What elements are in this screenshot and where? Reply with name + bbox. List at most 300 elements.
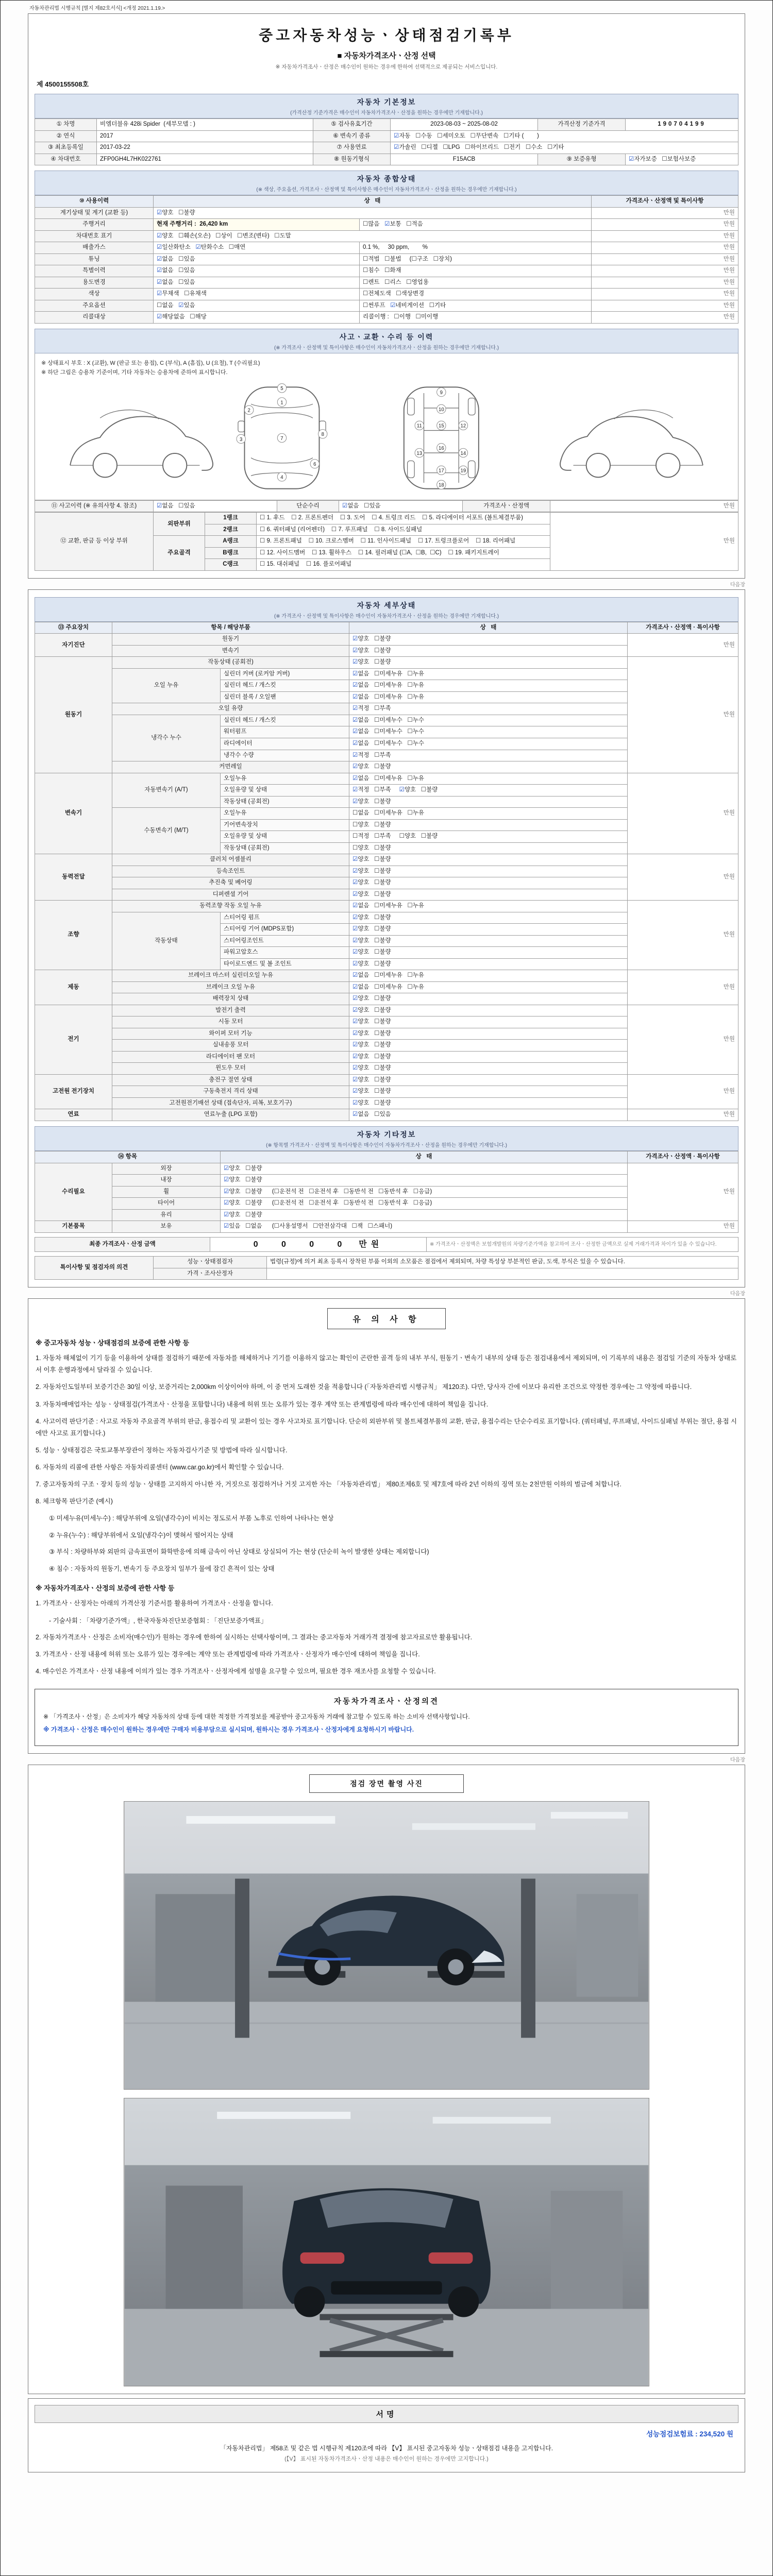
table-cell: B랭크: [205, 547, 257, 559]
table-cell: ☑양호 ☐불량: [221, 1175, 628, 1187]
table-cell: 상 태: [154, 196, 592, 208]
table-row: [35, 1074, 738, 1086]
table-cell: 수동변속기 (M/T): [112, 808, 221, 854]
section-title: 자동차 기타정보: [357, 1130, 416, 1139]
table-cell: 실린더 블록 / 오일팬: [221, 691, 349, 703]
table-cell: ☑양호 ☐불량: [349, 1005, 628, 1016]
table-cell: 스티어링조인트: [221, 935, 349, 947]
table-cell: 라디에이터 팬 모터: [112, 1051, 349, 1063]
inspection-photo-front: [124, 1801, 649, 2090]
table-cell: 브레이크 마스터 실린더오일 누유: [112, 970, 349, 982]
inspection-photo-rear: [124, 2098, 649, 2386]
table-cell: 만원: [628, 901, 738, 970]
table-cell: 스티어링 펌프: [221, 912, 349, 924]
table-cell: ③ 최초등록일: [35, 142, 97, 154]
table-cell: ☑없음 ☐있음: [154, 265, 360, 277]
table-row: [35, 622, 738, 634]
table-cell: ☑없음 ☐미세누수 ☐누수: [349, 738, 628, 750]
table-cell: 보유: [112, 1221, 221, 1233]
table-cell: ☑없음 ☐있음: [154, 253, 360, 265]
notice-line: 3. 가격조사ㆍ산정 내용에 허위 또는 오류가 있는 경우에는 계약 또는 관계법령에 따라 가격조사ㆍ산정자가 매수인에 대하여 책임을 집니다.: [36, 1651, 420, 1658]
svg-text:14: 14: [460, 450, 466, 456]
table-cell: ☐썬루프 ☑네비게이션 ☐기타: [360, 300, 592, 312]
table-row: [35, 1109, 738, 1121]
table-cell: 기어변속장치: [221, 819, 349, 831]
table-cell: 기본품목: [35, 1221, 112, 1233]
table-cell: 와이퍼 모터 기능: [112, 1028, 349, 1040]
table-cell: 만원: [628, 1074, 738, 1109]
table-cell: 만원: [628, 1221, 738, 1233]
table-cell: 휠: [112, 1186, 221, 1198]
svg-text:6: 6: [313, 461, 316, 467]
svg-text:2: 2: [247, 408, 250, 414]
table-cell: ☑양호 ☐불량: [349, 866, 628, 877]
final-price-table: [35, 1237, 738, 1252]
table-cell: 연료누출 (LPG 포함): [112, 1109, 349, 1121]
table-cell: 비엠더블유 428i Spider (세부모델 : ): [97, 119, 313, 131]
table-cell: ☑양호 ☐불량: [349, 1063, 628, 1075]
table-cell: 수리필요: [35, 1163, 112, 1221]
svg-text:10: 10: [438, 406, 444, 413]
table-cell: ☑무채색 ☐유채색: [154, 289, 360, 300]
section-note: (※ 가격조사ㆍ산정액 및 특이사항은 매수인이 자동차가격조사ㆍ산정을 원하는 경우에만 기재합니다.): [274, 613, 499, 619]
diagram-panel-numbers: [237, 383, 468, 489]
table-cell: ⑤ 검사유효기간: [313, 119, 391, 131]
table-cell: A랭크: [205, 536, 257, 548]
svg-text:15: 15: [438, 423, 444, 429]
table-cell: ☑해당없음 ☐해당: [154, 312, 360, 324]
table-cell: 파워고압호스: [221, 947, 349, 959]
price-opinion-line: ※ 「가격조사ㆍ산정」은 소비자가 해당 자동차의 상태 등에 대한 적정한 가격정보를 제공받아 중고자동차 거래에 참고할 수 있도록 하는 소비자 선택사항입니다.: [43, 1713, 470, 1721]
panel-signature: [28, 2398, 745, 2472]
table-cell: 용도변경: [35, 277, 154, 289]
section-title: 자동차 세부상태: [357, 601, 416, 609]
table-cell: ⑨ 보증유형: [538, 154, 626, 165]
table-cell: 변속기: [35, 773, 112, 854]
table-cell: 만원: [592, 312, 738, 324]
table-cell: ☑없음 ☐미세누유 ☐누유: [349, 901, 628, 912]
table-cell: ☑양호 ☐불량: [349, 993, 628, 1005]
table-cell: ☑적정 ☐부족: [349, 750, 628, 761]
table-cell: 만원: [592, 242, 738, 254]
table-cell: 워터펌프: [221, 726, 349, 738]
table-cell: 충전구 절연 상태: [112, 1074, 349, 1086]
table-cell: ⑬ 주요장치: [35, 622, 112, 634]
table-cell: ⑩ 사용이력: [35, 196, 154, 208]
table-cell: ☑양호 ☐불량: [349, 935, 628, 947]
table-cell: ⑧ 원동기형식: [313, 154, 391, 165]
table-cell: 윈도우 모터: [112, 1063, 349, 1075]
notice-line: 1. 가격조사ㆍ산정자는 아래의 가격산정 기준서를 활용하여 가격조사ㆍ산정을 합니다.: [36, 1600, 273, 1607]
table-row: [35, 119, 738, 131]
table-cell: 작동상태: [112, 912, 221, 970]
section-note: (※ 가격조사ㆍ산정액 및 특이사항은 매수인이 자동차가격조사ㆍ산정을 원하는 경우에만 기재합니다.): [274, 345, 499, 351]
table-row: [35, 154, 738, 165]
table-cell: 만원: [592, 253, 738, 265]
table-cell: 단순수리: [277, 500, 339, 512]
table-cell: 성능ㆍ상태점검자: [154, 1257, 267, 1268]
notice-line: 1. 자동차 해체없이 기기 등을 이용하여 상태를 점검하기 때문에 자동차를 해체하거나 기기를 이용하지 않고는 확인이 곤란한 골격 등의 내부 부식, 원동기ㆍ변속기 내부의 상태 등은 점검내용에서 제외되며, 이 기록부의 내용은 점검일 기준의 자동차 상태로서 이후 운행과정에서 달라질 수 있습니다.: [36, 1354, 737, 1374]
table-cell: 만원: [592, 289, 738, 300]
svg-text:8: 8: [321, 431, 324, 437]
table-cell: ☑양호 ☐불량: [349, 877, 628, 889]
table-cell: ☐전체도색 ☐색상변경: [360, 289, 592, 300]
table-cell: 만원: [628, 773, 738, 854]
table-cell: 구동축전지 격리 상태: [112, 1086, 349, 1098]
table-cell: 만원: [550, 513, 738, 571]
table-cell: 2017-03-22: [97, 142, 313, 154]
table-cell: ☑자가보증 ☐보험사보증: [626, 154, 738, 165]
table-cell: 오일누유: [221, 773, 349, 785]
inspector-opinion-table: [35, 1256, 738, 1280]
table-row: [35, 657, 738, 669]
table-cell: ☑없음 ☐미세누유 ☐누유: [349, 680, 628, 692]
document-title: 중고자동차성능ㆍ상태점검기록부: [259, 27, 514, 43]
table-cell: 스티어링 기어 (MDPS포함): [221, 924, 349, 936]
table-cell: 가격산정 기준가격: [538, 119, 626, 131]
document-subtitle: ■ 자동차가격조사ㆍ산정 선택: [337, 52, 436, 60]
table-row: [35, 265, 738, 277]
table-cell: 클러치 어셈블리: [112, 854, 349, 866]
table-cell: ☐적정 ☐부족 ☐양호 ☐불량: [349, 831, 628, 843]
notice-line: ① 미세누유(미세누수) : 해당부위에 오일(냉각수)이 비치는 정도로서 부품 노후로 인하여 나타나는 현상: [49, 1515, 334, 1522]
notice-line: 6. 자동차의 리콜에 관한 사항은 자동차리콜센터 (www.car.go.kr)에서 확인할 수 있습니다.: [36, 1464, 284, 1471]
table-cell: ☑양호 ☐불량: [349, 761, 628, 773]
svg-text:19: 19: [460, 468, 466, 474]
table-cell: 유리: [112, 1209, 221, 1221]
price-opinion-highlight: ※ 가격조사ㆍ산정은 매수인이 원하는 경우에만 구매자 비용부담으로 실시되며, 원하시는 경우 가격조사ㆍ산정자에게 요청하시기 바랍니다.: [43, 1726, 414, 1734]
table-cell: 타이어: [112, 1198, 221, 1210]
detail-status-table: [35, 622, 738, 1121]
table-cell: 오일유량 및 상태: [221, 831, 349, 843]
table-cell: 만원: [592, 265, 738, 277]
table-cell: ☑양호 ☐불량: [349, 645, 628, 657]
table-cell: 실린더 헤드 / 개스킷: [221, 715, 349, 726]
table-cell: ☑양호 ☐불량: [349, 1086, 628, 1098]
fee-value: 234,520 원: [699, 2430, 733, 2438]
table-cell: 커먼레일: [112, 761, 349, 773]
table-cell: 190704199: [626, 119, 738, 131]
table-cell: 동력조향 작동 오일 누유: [112, 901, 349, 912]
table-row: [35, 242, 738, 254]
panel-overview: [28, 13, 745, 579]
notice-line: 8. 체크항목 판단기준 (예시): [36, 1498, 113, 1505]
accident-history-table: [35, 500, 738, 513]
table-cell: 작동상태 (공회전): [221, 796, 349, 808]
table-cell: 상 태: [349, 622, 628, 634]
price-opinion-title: 자동차가격조사ㆍ산정의견: [333, 1698, 440, 1706]
table-cell: 특별이력: [35, 265, 154, 277]
table-cell: 리콜이행 : ☐이행 ☐미이행: [360, 312, 592, 324]
table-cell: ☐양호 ☐불량: [349, 819, 628, 831]
table-cell: ☑없음 ☐있음: [339, 500, 463, 512]
svg-text:3: 3: [240, 436, 243, 443]
table-cell: C랭크: [205, 559, 257, 571]
table-cell: ☑없음 ☐미세누유 ☐누유: [349, 691, 628, 703]
table-cell: ⑦ 사용연료: [313, 142, 391, 154]
table-cell: 항목 / 해당부품: [112, 622, 349, 634]
svg-text:5: 5: [280, 385, 283, 392]
svg-text:18: 18: [438, 482, 444, 488]
table-cell: ⑥ 변속기 종류: [313, 130, 391, 142]
overall-status-table: [35, 195, 738, 324]
table-cell: 2017: [97, 130, 313, 142]
table-cell: ☐적법 ☐불법 (☐구조 ☐장치): [360, 253, 592, 265]
table-cell: 만원: [592, 277, 738, 289]
table-cell: 고전원전기배선 상태 (접속단자, 피복, 보호기구): [112, 1097, 349, 1109]
table-cell: 동력전달: [35, 854, 112, 901]
basic-info-table: [35, 118, 738, 165]
notice-line: ※ 자동차가격조사ㆍ산정의 보증에 관한 사항 등: [36, 1584, 175, 1592]
table-cell: F15ACB: [391, 154, 538, 165]
table-cell: ☐ 15. 대쉬패널 ☐ 16. 플로어패널: [257, 559, 550, 571]
table-cell: 차대번호 표기: [35, 230, 154, 242]
table-cell: ☑양호 ☐불량: [154, 207, 592, 219]
table-row: [35, 1151, 738, 1163]
panel-notice: [28, 1298, 745, 1753]
final-price-amount: [210, 1237, 427, 1252]
signature-statement-sub: (【V】 표시된 자동차가격조사ㆍ산정 내용은 매수인이 원하는 경우에만 고지합니다.): [284, 2455, 489, 2462]
svg-text:12: 12: [460, 423, 466, 429]
final-price-label: 최종 가격조사ㆍ산정 금액: [35, 1237, 210, 1252]
table-cell: ☑양호 ☐훼손(오손) ☐상이 ☐변조(변타) ☐도말: [154, 230, 592, 242]
table-cell: ④ 차대번호: [35, 154, 97, 165]
table-cell: ☑양호 ☐불량: [349, 947, 628, 959]
table-cell: 발전기 출력: [112, 1005, 349, 1016]
table-cell: 내장: [112, 1175, 221, 1187]
svg-text:16: 16: [438, 445, 444, 451]
amount-unit: 만원: [359, 1240, 383, 1249]
table-row: [35, 1237, 738, 1252]
car-side-view-right: [560, 410, 703, 477]
price-opinion-box: [35, 1689, 738, 1745]
notice-line: 7. 중고자동차의 구조ㆍ장치 등의 성능ㆍ상태를 고지하지 아니한 자, 거짓으로 점검하거나 거짓 고지한 자는 「자동차관리법」 제80조제6호 및 제7호에 따라 2년 이하의 징역 또는 2천만원 이하의 벌금에 처합니다.: [36, 1481, 621, 1488]
state-code-legend: ※ 상태표시 부호 : X (교환), W (판금 또는 용접), C (부식), A (흠집), U (요철), T (수리필요): [41, 360, 260, 366]
table-cell: 배출가스: [35, 242, 154, 254]
table-cell: 원동기: [112, 634, 349, 646]
table-cell: 만원: [628, 634, 738, 657]
table-cell: ☑양호 ☐불량: [349, 1016, 628, 1028]
svg-text:1: 1: [280, 400, 283, 406]
table-cell: ⑪ 사고이력 (※ 유의사항 4. 참조): [35, 500, 154, 512]
table-cell: ☐많음 ☑보통 ☐적음: [360, 219, 592, 231]
table-cell: 자동변속기 (A/T): [112, 773, 221, 808]
table-cell: ☑양호 ☐불량: [349, 1040, 628, 1052]
final-price-note: ※ 가격조사ㆍ산정액은 보험개발원의 차량기준가액을 참고하여 조사ㆍ산정한 금액으로 실제 거래가격과 차이가 있을 수 있습니다.: [427, 1237, 738, 1252]
table-cell: 주행거리: [35, 219, 154, 231]
table-row: [35, 142, 738, 154]
car-damage-diagram: [41, 378, 732, 498]
table-row: [35, 500, 738, 512]
table-cell: 브레이크 오일 누유: [112, 981, 349, 993]
table-cell: 오일 유량: [112, 703, 349, 715]
table-cell: 법령(규정)에 의거 최초 등록시 장착된 부품 이외의 소모품은 점검에서 제외되며, 차량 특성상 부분적인 판금, 도색, 부식은 있을 수 있습니다.: [267, 1257, 738, 1268]
table-cell: ☑양호 ☐불량: [349, 657, 628, 669]
table-cell: ☑없음 ☐있음: [154, 500, 277, 512]
signature-statement: 「자동차관리법」 제58조 및 같은 법 시행규칙 제120조에 따라 【V】 표시된 중고자동차 성능ㆍ상태점검 내용을 고지합니다.: [220, 2444, 553, 2452]
table-cell: 오일유량 및 상태: [221, 785, 349, 796]
table-row: [35, 513, 738, 524]
svg-text:11: 11: [416, 423, 422, 429]
section-title: 자동차 종합상태: [357, 175, 416, 183]
table-cell: 만원: [628, 1005, 738, 1074]
table-cell: 가격조사ㆍ산정액 · 특이사항: [628, 622, 738, 634]
notice-line: - 기술사회 : 「차량기준가액」, 한국자동차진단보증협회 : 「진단보증가액표」: [49, 1617, 267, 1624]
table-cell: 2랭크: [205, 524, 257, 536]
svg-text:9: 9: [440, 389, 443, 396]
section-note: (가격산정 기준가격은 매수인이 자동차가격조사ㆍ산정을 원하는 경우에만 기재합니다.): [290, 110, 483, 116]
photos-title: 점검 장면 촬영 사진: [309, 1774, 464, 1793]
next-page-label: 다음장: [730, 582, 745, 588]
section-detail-header: [35, 597, 738, 622]
table-cell: 오일누유: [221, 808, 349, 820]
table-cell: ☑양호 ☐불량: [349, 1097, 628, 1109]
table-cell: ☑없음 ☐있음: [349, 1109, 628, 1121]
amount-digits: 0 0 0 0: [253, 1240, 346, 1249]
notice-line: ③ 부식 : 차량하부와 외판의 금속표면이 화학반응에 의해 금속이 아닌 상태로 상실되어 가는 현상 (단순히 녹이 발생한 상태는 제외합니다): [49, 1548, 429, 1556]
table-cell: ☑없음 ☐미세누유 ☐누유: [349, 773, 628, 785]
table-row: [35, 1257, 738, 1268]
table-cell: 만원: [592, 300, 738, 312]
table-cell: 만원: [550, 500, 738, 512]
next-page-label: 다음장: [730, 1757, 745, 1763]
table-cell: ☑없음 ☐미세누유 ☐누유: [349, 970, 628, 982]
notice-line: ④ 침수 : 자동차의 원동기, 변속기 등 주요장치 일부가 물에 잠긴 흔적이 있는 상태: [49, 1565, 275, 1572]
car-side-view-left: [70, 410, 213, 477]
table-cell: 작동상태 (공회전): [221, 842, 349, 854]
table-cell: 특이사항 및 점검자의 의견: [35, 1257, 154, 1280]
table-row: [35, 289, 738, 300]
table-cell: 자기진단: [35, 634, 112, 657]
table-cell: 만원: [628, 970, 738, 1005]
table-cell: ☑양호 ☐불량 (☐운전석 전 ☐운전석 후 ☐동반석 전 ☐동반석 후 ☐응급): [221, 1186, 628, 1198]
table-cell: ☑없음 ☐미세누수 ☐누수: [349, 726, 628, 738]
table-cell: ☑일산화탄소 ☑탄화수소 ☐매연: [154, 242, 360, 254]
table-cell: ☑양호 ☐불량: [349, 634, 628, 646]
table-row: [35, 207, 738, 219]
table-cell: 1랭크: [205, 513, 257, 524]
table-cell: ☑적정 ☐부족: [349, 703, 628, 715]
table-cell: ☑양호 ☐불량: [349, 924, 628, 936]
table-cell: 실린더 헤드 / 개스킷: [221, 680, 349, 692]
table-cell: ① 차명: [35, 119, 97, 131]
table-cell: 시동 모터: [112, 1016, 349, 1028]
table-cell: 주요옵션: [35, 300, 154, 312]
table-cell: ☑없음 ☐미세누유 ☐누유: [349, 668, 628, 680]
table-row: [35, 1221, 738, 1233]
section-overall-header: [35, 171, 738, 195]
table-cell: 가격조사ㆍ산정액 · 특이사항: [628, 1151, 738, 1163]
table-cell: ☑양호 ☐불량: [221, 1209, 628, 1221]
notice-line: 4. 매수인은 가격조사ㆍ산정 내용에 이의가 있는 경우 가격조사ㆍ산정자에게 설명을 요구할 수 있으며, 필요한 경우 재조사를 요청할 수 있습니다.: [36, 1668, 436, 1675]
table-cell: 계기상태 및 계기 (교환 등): [35, 207, 154, 219]
table-cell: 디퍼렌셜 기어: [112, 889, 349, 901]
table-cell: ☑양호 ☐불량: [349, 912, 628, 924]
section-other-header: [35, 1126, 738, 1151]
table-cell: 라디에이터: [221, 738, 349, 750]
notice-line: ※ 중고자동차 성능ㆍ상태점검의 보증에 관한 사항 등: [36, 1339, 190, 1347]
table-cell: ☑없음 ☐미세누수 ☐누수: [349, 715, 628, 726]
table-cell: ☑없음 ☐미세누유 ☐누유: [349, 981, 628, 993]
table-cell: ☑자동 ☐수동 ☐세미오토 ☐무단변속 ☐기타 ( ): [391, 130, 738, 142]
table-cell: ☑양호 ☐불량: [349, 889, 628, 901]
damage-diagram-area: [35, 353, 738, 500]
table-cell: ☐없음 ☐미세누유 ☐누유: [349, 808, 628, 820]
notice-title: 유 의 사 항: [327, 1308, 446, 1329]
table-cell: ☑양호 ☐불량: [349, 1074, 628, 1086]
table-row: [35, 230, 738, 242]
section-title: 자동차 기본정보: [357, 98, 416, 106]
table-row: [35, 253, 738, 265]
table-row: [35, 300, 738, 312]
diagram-basis-note: ※ 하단 그림은 승용차 기준이며, 기타 자동차는 승용차에 준하여 표시합니다.: [41, 369, 228, 376]
table-cell: 작동상태 (공회전): [112, 657, 349, 669]
other-info-table: [35, 1151, 738, 1233]
table-cell: ⑫ 교환, 판금 등 이상 부위: [35, 513, 154, 571]
table-cell: 만원: [628, 657, 738, 773]
table-cell: 변속기: [112, 645, 349, 657]
table-cell: 0.1 %, 30 ppm, %: [360, 242, 592, 254]
table-cell: 가격ㆍ조사산정자: [154, 1268, 267, 1280]
table-cell: 만원: [592, 230, 738, 242]
table-cell: 실내송풍 모터: [112, 1040, 349, 1052]
table-cell: ☐ 9. 프론트패널 ☐ 10. 크로스멤버 ☐ 11. 인사이드패널 ☐ 17. 트렁크플로어 ☐ 18. 리어패널: [257, 536, 550, 548]
notice-line: 4. 사고이력 판단기준 : 사고로 자동차 주요골격 부위의 판금, 용접수리 및 교환이 있는 경우 사고차로 표기합니다. 단순히 외판부위 및 볼트체결부품의 교환, 판금, 용접수리는 단순수리로 표기합니다. (쿼터패널, 루프패널, 사이드실패널 부위는 절단, 용접 시에만 사고로 표기합니다.): [36, 1417, 737, 1437]
table-cell: 전기: [35, 1005, 112, 1074]
table-cell: ☑적정 ☐부족 ☑양호 ☐불량: [349, 785, 628, 796]
table-row: [35, 773, 738, 785]
table-cell: 조향: [35, 901, 112, 970]
table-cell: 만원: [628, 854, 738, 901]
table-cell: ☐렌트 ☐리스 ☐영업용: [360, 277, 592, 289]
table-cell: ⑭ 항목: [35, 1151, 221, 1163]
form-reference-note: 자동차관리법 시행규칙 [별지 제82호서식] <개정 2021.1.19.>: [29, 6, 165, 11]
table-cell: 가격조사ㆍ산정액: [463, 500, 550, 512]
section-note: (※ 항목별 가격조사ㆍ산정액 및 특이사항은 매수인이 자동차가격조사ㆍ산정을 원하는 경우에만 기재합니다.): [266, 1143, 507, 1148]
document-number: 제 4500155508호: [37, 80, 89, 88]
svg-text:4: 4: [280, 474, 283, 481]
table-cell: 만원: [592, 219, 738, 231]
table-cell: 튜닝: [35, 253, 154, 265]
table-cell: ☑양호 ☐불량: [349, 958, 628, 970]
table-cell: 고전원 전기장치: [35, 1074, 112, 1109]
table-row: [35, 219, 738, 231]
notice-line: ② 누유(누수) : 해당부위에서 오일(냉각수)이 맺혀서 떨어지는 상태: [49, 1531, 233, 1539]
notice-line: 3. 자동차매매업자는 성능ㆍ상태점검(가격조사ㆍ산정을 포함합니다) 내용에 허위 또는 오류가 있는 경우 계약 또는 관계법령에 따라 매수인에 대하여 책임을 집니다.: [36, 1400, 489, 1408]
table-cell: 외판부위: [154, 513, 205, 536]
table-row: [35, 277, 738, 289]
table-row: [35, 901, 738, 912]
panel-replacement-table: [35, 512, 738, 571]
inspection-insurance-fee: [35, 2428, 733, 2438]
table-cell: 만원: [592, 207, 738, 219]
table-cell: 색상: [35, 289, 154, 300]
table-row: [35, 854, 738, 866]
table-cell: ☑가솔린 ☐디젤 ☐LPG ☐하이브리드 ☐전기 ☐수소 ☐기타: [391, 142, 738, 154]
table-row: [35, 312, 738, 324]
table-cell: 등속조인트: [112, 866, 349, 877]
table-cell: 연료: [35, 1109, 112, 1121]
section-accident-header: [35, 329, 738, 353]
table-cell: ☐침수 ☐화재: [360, 265, 592, 277]
section-basic-header: [35, 94, 738, 118]
table-cell: ☐ 6. 쿼터패널 (리어펜더) ☐ 7. 루프패널 ☐ 8. 사이드실패널: [257, 524, 550, 536]
car-body: [282, 2188, 491, 2317]
table-cell: 가격조사ㆍ산정액 및 특이사항: [592, 196, 738, 208]
table-cell: 만원: [628, 1163, 738, 1221]
table-cell: 주요골격: [154, 536, 205, 571]
table-cell: 냉각수 누수: [112, 715, 221, 761]
